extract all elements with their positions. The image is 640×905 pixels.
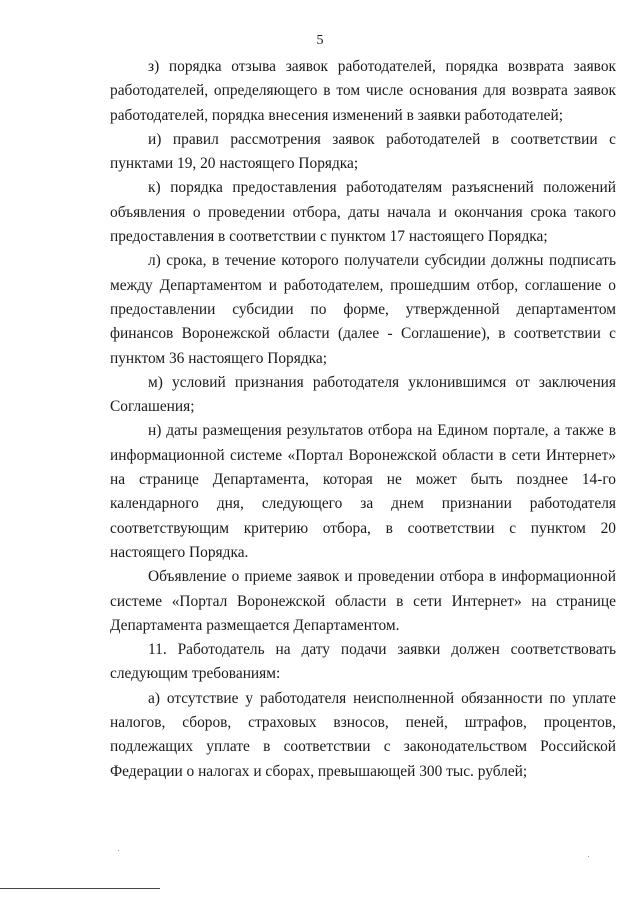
paragraph-m: м) условий признания работодателя уклонившимся от заключения Соглашения; bbox=[110, 373, 616, 416]
paragraph-i: и) правил рассмотрения заявок работодателей в соответствии с пунктами 19, 20 настоящего Порядка; bbox=[110, 130, 616, 173]
footer-rule bbox=[0, 888, 160, 889]
paragraph-11: 11. Работодатель на дату подачи заявки должен соответствовать следующим требованиям: bbox=[110, 641, 616, 683]
page-number: 5 bbox=[316, 33, 324, 48]
paragraph-n: н) даты размещения результатов отбора на Едином портале, а также в информационной системе «Портал Воронежской области в сети Интернет» на странице Департамента, которая не может быть позднее 14-го календарного дня, следующего за днем признании работодателя соответствующим критерию отбора, в соответствии с пунктом 20 настоящего Порядка. bbox=[110, 422, 616, 561]
paragraph-announcement: Объявление о приеме заявок и проведении отбора в информационной системе «Портал Воронежской области в сети Интернет» на странице Департамента размещается Департаментом. bbox=[110, 568, 616, 634]
paragraph-z: з) порядка отзыва заявок работодателей, порядка возврата заявок работодателей, определяющего в том числе основания для возврата заявок работодателей, порядка внесения изменений в заявки работодателей; bbox=[110, 58, 616, 124]
document-body bbox=[110, 55, 616, 784]
paragraph-k: к) порядка предоставления работодателям разъяснений положений объявления о проведении отбора, даты начала и окончания срока такого предоставления в соответствии с пунктом 17 настоящего Порядка; bbox=[110, 179, 616, 246]
paragraph-a: а) отсутствие у работодателя неисполненной обязанности по уплате налогов, сборов, страховых взносов, пеней, штрафов, процентов, подлежащих уплате в соответствии с законодательством Российской Федерации о налогах и сборах, превышающей 300 тыс. рублей; bbox=[110, 689, 616, 780]
scan-artifact bbox=[588, 856, 589, 857]
scan-artifact bbox=[118, 850, 119, 851]
paragraph-l: л) срока, в течение которого получатели субсидии должны подписать между Департаментом и работодателем, прошедшим отбор, соглашение о предоставлении субсидии по форме, утвержденной департаментом финансов Воронежской области (далее - Соглашение), в соответствии с пунктом 36 настоящего Порядка; bbox=[110, 252, 616, 367]
